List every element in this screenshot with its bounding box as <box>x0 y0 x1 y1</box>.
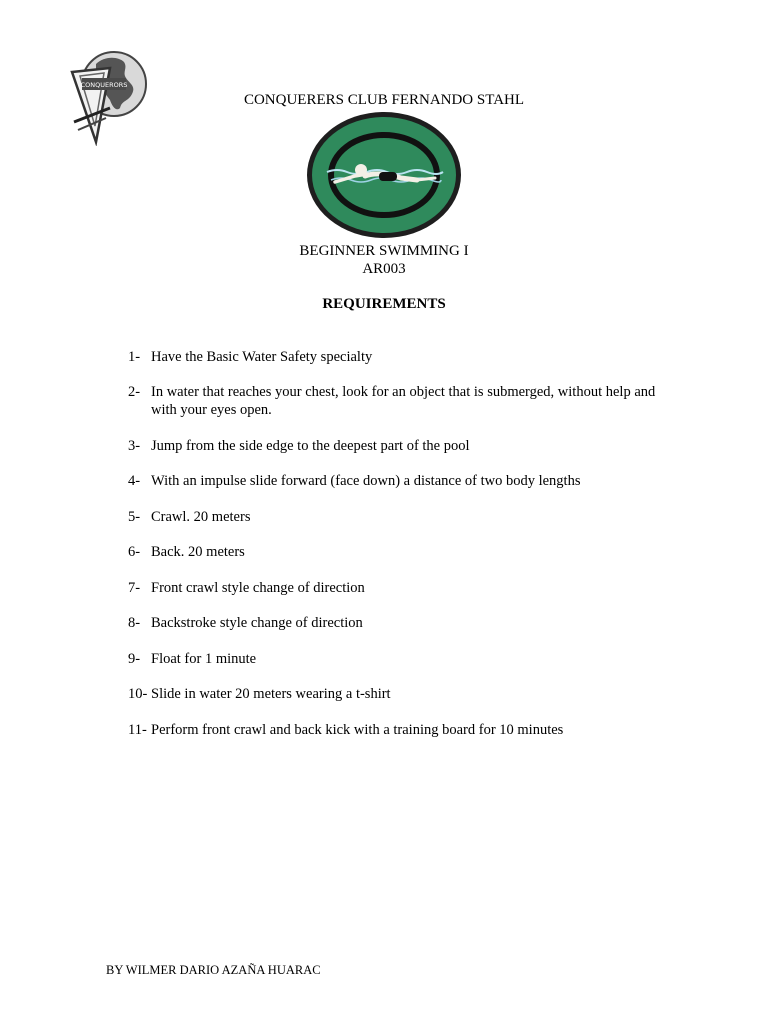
requirement-number: 10- <box>128 686 148 702</box>
requirement-item-9 <box>128 651 256 669</box>
requirement-item-8 <box>128 615 363 633</box>
requirement-number: 4- <box>128 473 141 489</box>
requirement-text: Float for 1 minute <box>151 651 257 667</box>
requirement-item-5 <box>128 509 250 527</box>
requirement-item-4 <box>128 473 668 491</box>
requirement-text: Back. 20 meters <box>151 544 245 560</box>
requirement-number: 8- <box>128 615 141 631</box>
specialty-title <box>0 242 768 278</box>
requirement-item-7 <box>128 580 365 598</box>
logo-text: CONQUERORS <box>80 81 128 89</box>
requirement-number: 6- <box>128 544 141 560</box>
requirement-item-1 <box>128 349 372 367</box>
requirements-heading: REQUIREMENTS <box>322 296 446 312</box>
requirement-text: Have the Basic Water Safety specialty <box>151 349 373 365</box>
requirement-item-11 <box>128 722 668 740</box>
requirement-text: Crawl. 20 meters <box>151 509 251 525</box>
requirement-text: Perform front crawl and back kick with a training board for 10 minutes <box>151 722 564 738</box>
requirement-text: Front crawl style change of direction <box>151 580 365 596</box>
requirement-item-3 <box>128 438 470 456</box>
club-title: CONQUERERS CLUB FERNANDO STAHL <box>243 92 525 108</box>
requirement-text: In water that reaches your chest, look for an object that is submerged, without help and with your eyes open. <box>151 384 656 418</box>
requirement-text: Backstroke style change of direction <box>151 615 363 631</box>
requirement-text: Jump from the side edge to the deepest part of the pool <box>151 438 470 454</box>
requirement-number: 3- <box>128 438 141 454</box>
requirement-number: 2- <box>128 384 141 400</box>
requirement-item-2 <box>128 384 668 419</box>
requirement-text: Slide in water 20 meters wearing a t-shirt <box>151 686 391 702</box>
author-footer: BY WILMER DARIO AZAÑA HUARAC <box>106 963 321 977</box>
requirement-text: With an impulse slide forward (face down) a distance of two body lengths <box>151 473 581 489</box>
requirement-number: 1- <box>128 349 141 365</box>
specialty-code: AR003 <box>362 261 406 277</box>
swimmer-badge-icon <box>305 110 463 240</box>
requirement-number: 11- <box>128 722 147 738</box>
requirement-item-6 <box>128 544 245 562</box>
specialty-name: BEGINNER SWIMMING I <box>299 243 469 259</box>
requirement-number: 9- <box>128 651 141 667</box>
requirement-number: 7- <box>128 580 141 596</box>
requirement-number: 5- <box>128 509 141 525</box>
requirement-item-10 <box>128 686 391 704</box>
